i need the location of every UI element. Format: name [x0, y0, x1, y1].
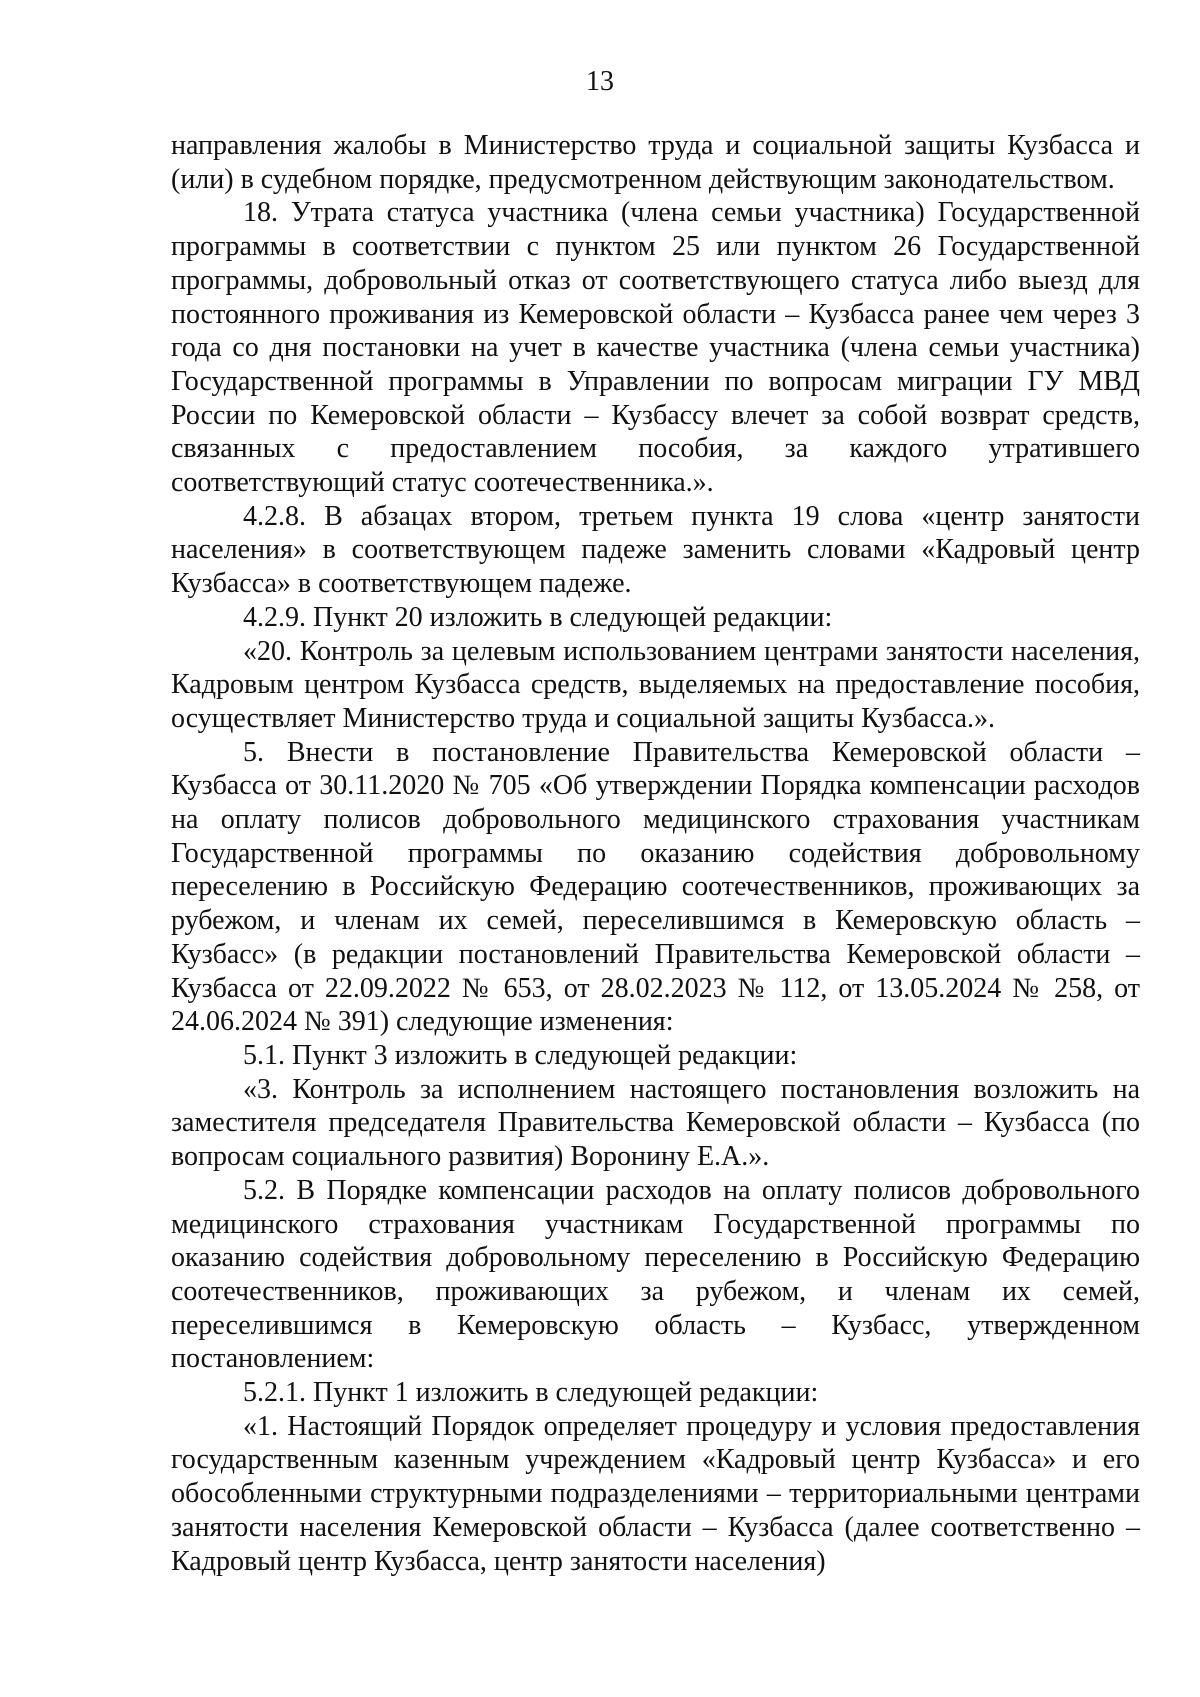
paragraph-item-18: 18. Утрата статуса участника (члена семьи участника) Государственной программы в соответствии с пунктом 25 или пунктом 26 Государственной программы, добровольный отказ от соответствующего статуса либо выезд для постоянного проживания из Кемеровской области – Кузбасса ранее чем через 3 года со дня постановки на учет в качестве участника (члена семьи участника) Государственной программы в Управлении по вопросам миграции ГУ МВД России по Кемеровской области – Кузбассу влечет за собой возврат средств, связанных с предоставлением пособия, за каждого утратившего соответствующий статус соотечественника.».	[171, 197, 1140, 499]
paragraph-item-20: «20. Контроль за целевым использованием центрами занятости населения, Кадровым центром Кузбасса средств, выделяемых на предоставление пособия, осуществляет Министерство труда и социальной защиты Кузбасса.».	[171, 635, 1140, 734]
paragraph-item-3: «3. Контроль за исполнением настоящего постановления возложить на заместителя председателя Правительства Кемеровской области – Кузбасса (по вопросам социального развития) Воронину Е.А.».	[171, 1073, 1140, 1173]
document-body	[171, 129, 1140, 1578]
paragraph-5-2-1: 5.2.1. Пункт 1 изложить в следующей редакции:	[243, 1377, 819, 1409]
paragraph-4-2-8: 4.2.8. В абзацах втором, третьем пункта 19 слова «центр занятости населения» в соответствующем падеже заменить словами «Кадровый центр Кузбасса» в соответствующем падеже.	[171, 500, 1140, 600]
paragraph-complaint-continuation: направления жалобы в Министерство труда и социальной защиты Кузбасса и (или) в судебном порядке, предусмотренном действующим законодательством.	[171, 130, 1140, 195]
paragraph-item-1: «1. Настоящий Порядок определяет процедуру и условия предоставления государственным казенным учреждением «Кадровый центр Кузбасса» и его обособленными структурными подразделениями – территориальными центрами занятости населения Кемеровской области – Кузбасса (далее соответственно – Кадровый центр Кузбасса, центр занятости населения)	[171, 1410, 1140, 1577]
paragraph-5-1: 5.1. Пункт 3 изложить в следующей редакции:	[243, 1039, 798, 1071]
paragraph-4-2-9: 4.2.9. Пункт 20 изложить в следующей редакции:	[243, 601, 833, 633]
paragraph-5-2: 5.2. В Порядке компенсации расходов на оплату полисов добровольного медицинского страхования участникам Государственной программы по оказанию содействия добровольному переселению в Российскую Федерацию соотечественников, проживающих за рубежом, и членам их семей, переселившимся в Кемеровскую область – Кузбасс, утвержденном постановлением:	[171, 1174, 1140, 1375]
page-number: 13	[586, 66, 614, 97]
paragraph-5: 5. Внести в постановление Правительства Кемеровской области – Кузбасса от 30.11.2020 № 705 «Об утверждении Порядка компенсации расходов на оплату полисов добровольного медицинского страхования участникам Государственной программы по оказанию содействия добровольному переселению в Российскую Федерацию соотечественников, проживающих за рубежом, и членам их семей, переселившимся в Кемеровскую область – Кузбасс» (в редакции постановлений Правительства Кемеровской области – Кузбасса от 22.09.2022 № 653, от 28.02.2023 № 112, от 13.05.2024 № 258, от 24.06.2024 № 391) следующие изменения:	[171, 736, 1140, 1038]
